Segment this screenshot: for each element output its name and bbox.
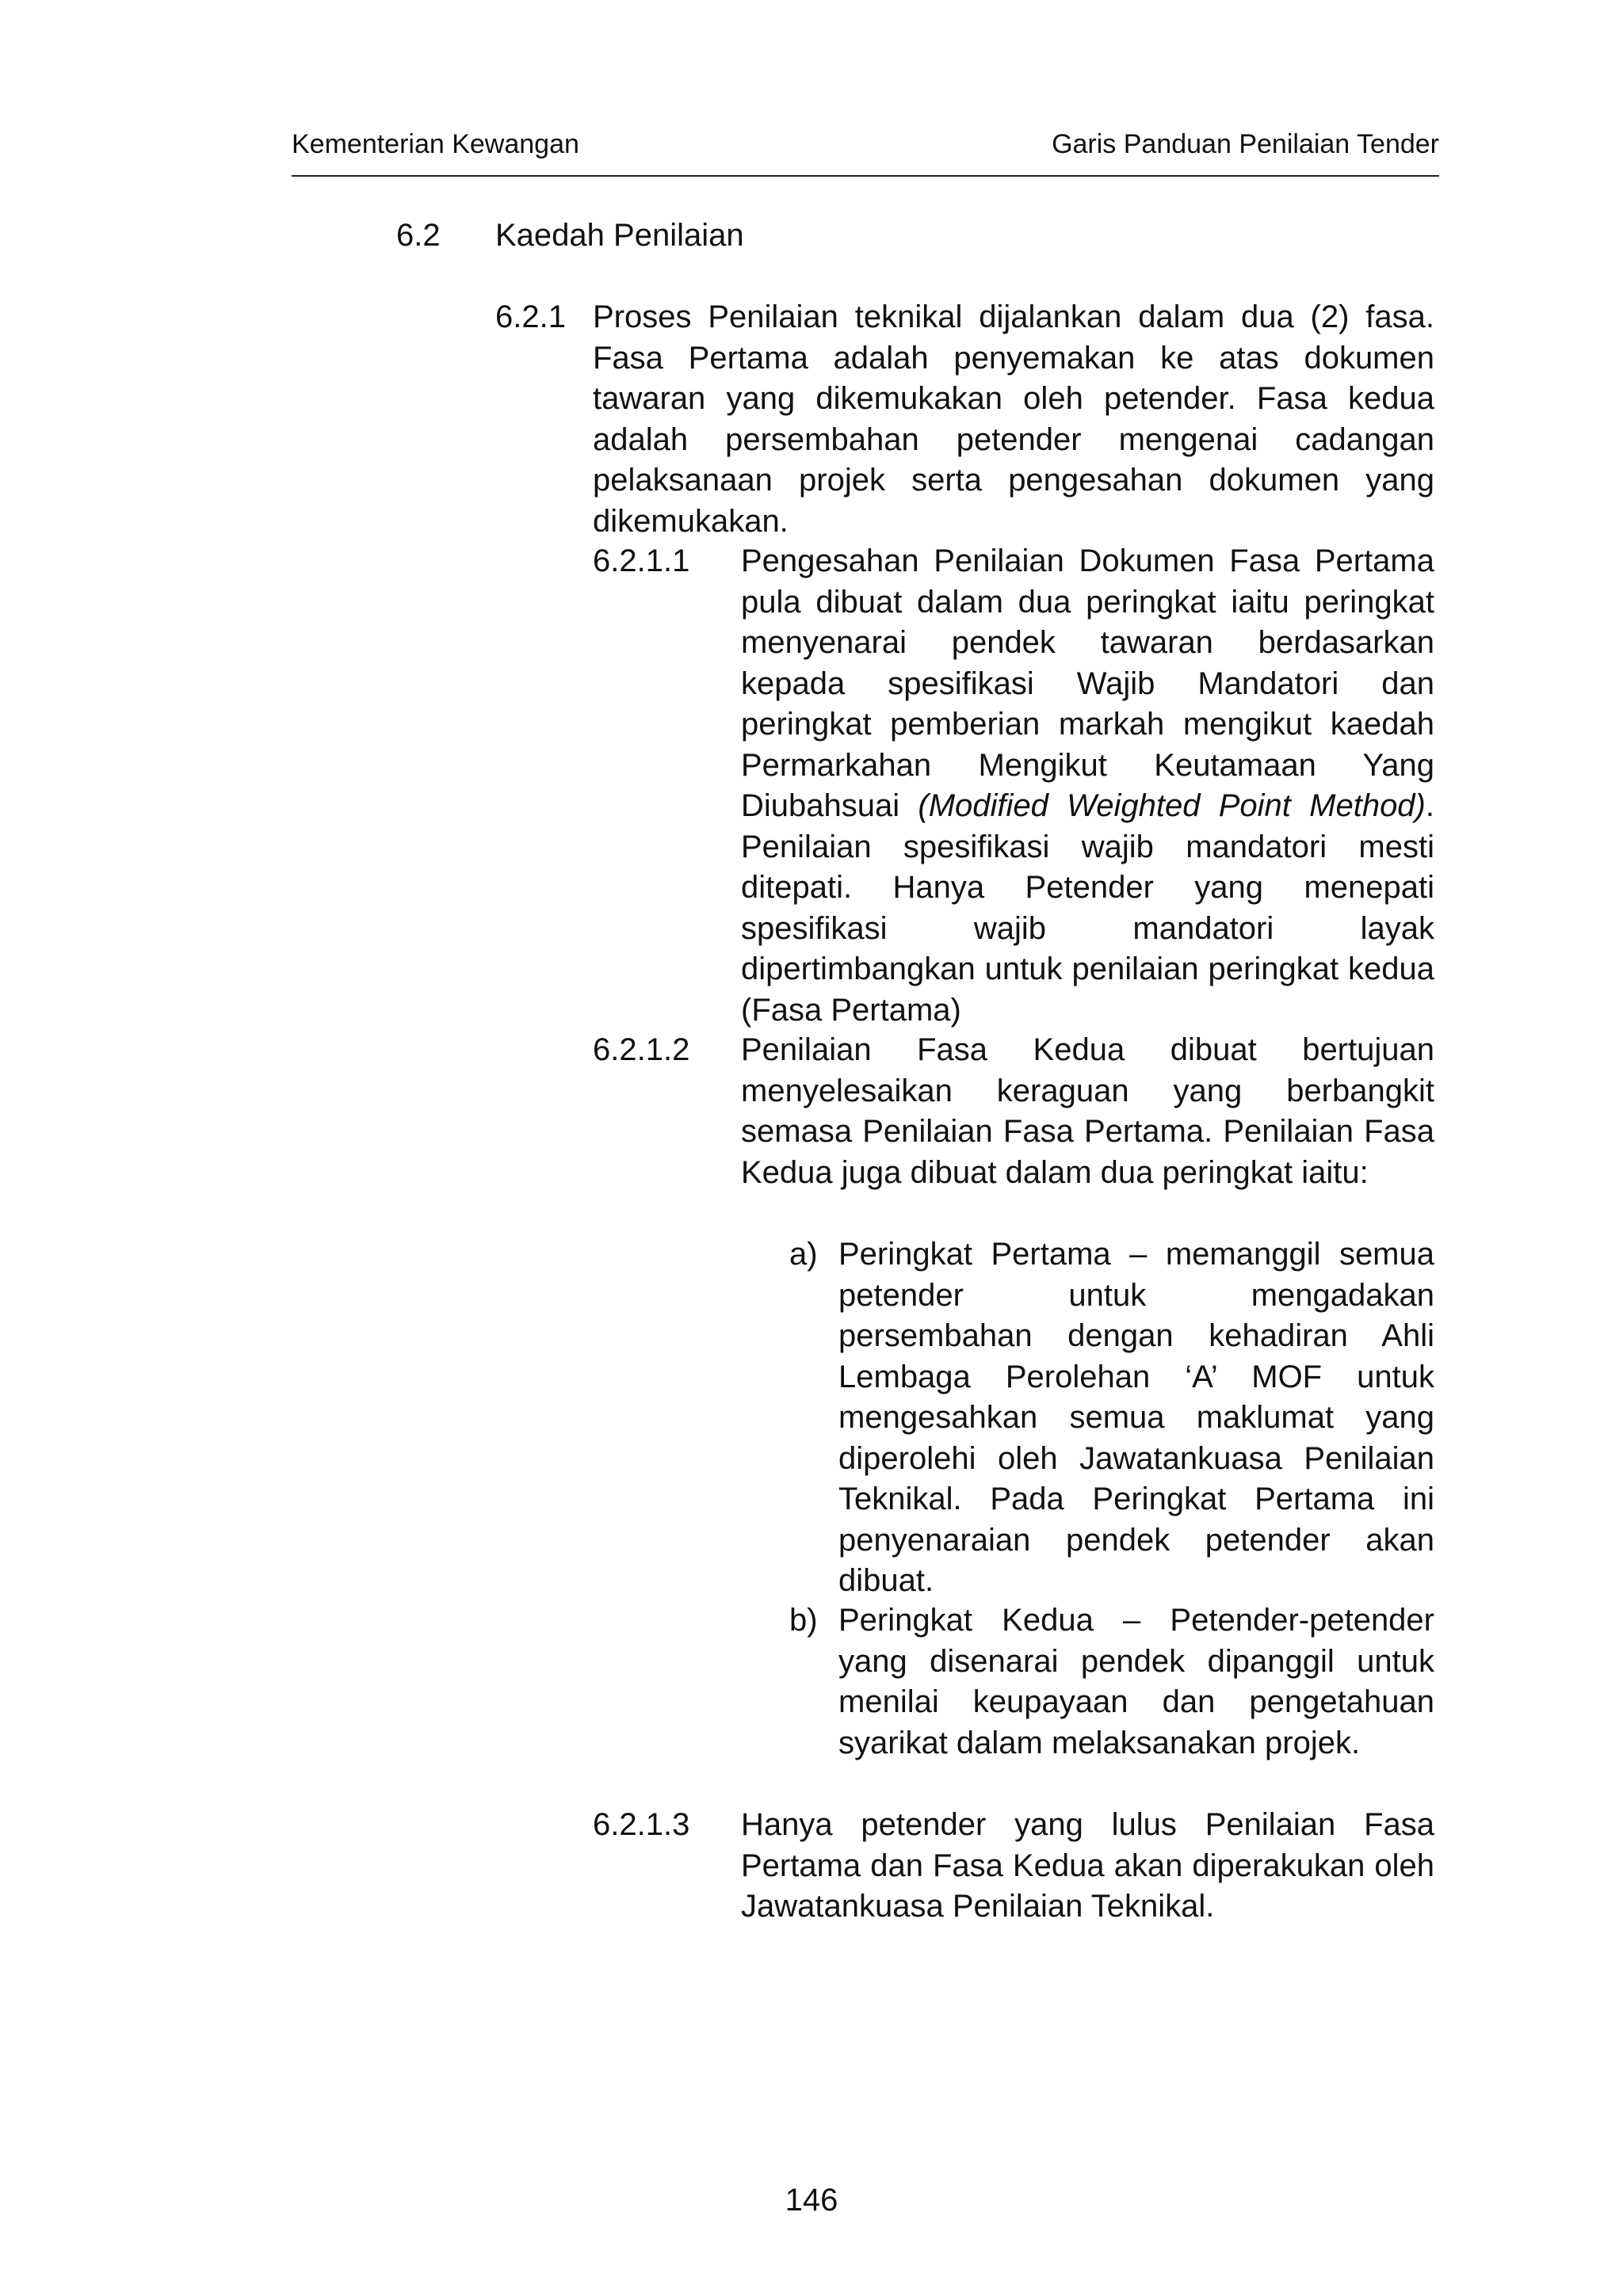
paragraph-6-2-1-number: 6.2.1 (495, 299, 566, 334)
section-number: 6.2 (396, 218, 441, 253)
list-item-b-text: Peringkat Kedua – Petender-petender yang disenarai pendek dipanggil untuk menilai keupayaan dan pengetahuan syarikat dalam melaksanakan projek. (838, 1603, 1434, 1760)
list-item-b-label: b) (789, 1603, 818, 1638)
paragraph-6-2-1-1-text-end: . Penilaian spesifikasi wajib mandatori mesti ditepati. Hanya Petender yang menepati spesifikasi wajib mandatori layak dipertimbangkan untuk penilaian peringkat kedua (Fasa Pertama) (741, 788, 1434, 1028)
paragraph-6-2-1-1-number: 6.2.1.1 (593, 543, 690, 578)
paragraph-6-2-1-text: Proses Penilaian teknikal dijalankan dalam dua (2) fasa. Fasa Pertama adalah penyemakan ke atas dokumen tawaran yang dikemukakan oleh petender. Fasa kedua adalah persembahan petender mengenai cadangan pelaksanaan projek serta pengesahan dokumen yang dikemukakan. (593, 299, 1434, 539)
paragraph-6-2-1-2-text: Penilaian Fasa Kedua dibuat bertujuan menyelesaikan keraguan yang berbangkit semasa Penilaian Fasa Pertama. Penilaian Fasa Kedua juga dibuat dalam dua peringkat iaitu: (741, 1032, 1434, 1190)
paragraph-6-2-1-1-text-start: Pengesahan Penilaian Dokumen Fasa Pertama pula dibuat dalam dua peringkat iaitu peringkat menyenarai pendek tawaran berdasarkan kepada spesifikasi Wajib Mandatori dan peringkat pemberian markah mengikut kaedah Permarkahan Mengikut Keutamaan Yang Diubahsuai (741, 543, 1434, 823)
list-item-a-label: a) (789, 1237, 818, 1272)
list-item-a-text: Peringkat Pertama – memanggil semua petender untuk mengadakan persembahan dengan kehadiran Ahli Lembaga Perolehan ‘A’ MOF untuk mengesahkan semua maklumat yang diperolehi oleh Jawatankuasa Penilaian Teknikal. Pada Peringkat Pertama ini penyenaraian pendek petender akan dibuat. (838, 1237, 1434, 1598)
header-ministry: Kementerian Kewangan (292, 129, 579, 159)
header-divider (292, 175, 1439, 177)
paragraph-6-2-1-3-text: Hanya petender yang lulus Penilaian Fasa Pertama dan Fasa Kedua akan diperakukan oleh Jawatankuasa Penilaian Teknikal. (741, 1807, 1434, 1924)
paragraph-6-2-1-2-number: 6.2.1.2 (593, 1032, 690, 1067)
paragraph-6-2-1-1-text (741, 541, 1434, 1031)
section-title: Kaedah Penilaian (495, 218, 744, 253)
paragraph-6-2-1-3-number: 6.2.1.3 (593, 1807, 690, 1842)
page-number: 146 (785, 2183, 838, 2218)
header-document-title: Garis Panduan Penilaian Tender (1052, 129, 1439, 159)
method-name-italic: (Modified Weighted Point Method) (918, 788, 1426, 823)
